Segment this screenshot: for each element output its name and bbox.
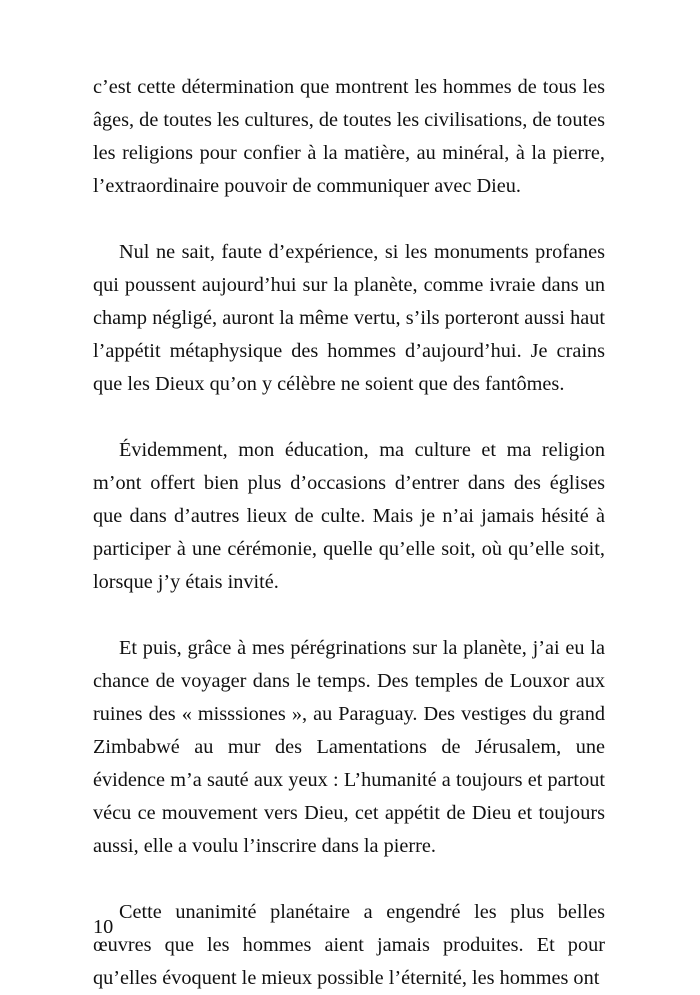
paragraph-3: Évidemment, mon éducation, ma culture et ma religion m’ont offert bien plus d’occasions d’entrer dans des églises que dans d’autres lieux de culte. Mais je n’ai jamais hésité à participer à une cérémonie, quelle qu’elle soit, où qu’elle soit, lorsque j’y étais invité. xyxy=(93,439,605,593)
body-text xyxy=(93,71,605,995)
paragraph-2: Nul ne sait, faute d’expérience, si les monuments profanes qui poussent aujourd’hui sur la planète, comme ivraie dans un champ négligé, auront la même vertu, s’ils porteront aussi haut l’appétit métaphysique des hommes d’aujourd’hui. Je crains que les Dieux qu’on y célèbre ne soient que des fantômes. xyxy=(93,241,605,395)
page-number: 10 xyxy=(93,916,114,938)
paragraph-1: c’est cette détermination que montrent les hommes de tous les âges, de toutes les cultures, de toutes les civilisations, de toutes les religions pour confier à la matière, au minéral, à la pierre, l’extraordinaire pouvoir de communiquer avec Dieu. xyxy=(93,76,605,197)
paragraph-5: Cette unanimité planétaire a engendré les plus belles œuvres que les hommes aient jamais produites. Et pour qu’elles évoquent le mieux possible l’éternité, les hommes ont xyxy=(93,901,605,989)
paragraph-4: Et puis, grâce à mes pérégrinations sur la planète, j’ai eu la chance de voyager dans le temps. Des temples de Louxor aux ruines des « misssiones », au Paraguay. Des vestiges du grand Zimbabwé au mur des Lamentations de Jérusalem, une évidence m’a sauté aux yeux : L’humanité a toujours et partout vécu ce mouvement vers Dieu, cet appétit de Dieu et toujours aussi, elle a voulu l’inscrire dans la pierre. xyxy=(93,637,605,857)
